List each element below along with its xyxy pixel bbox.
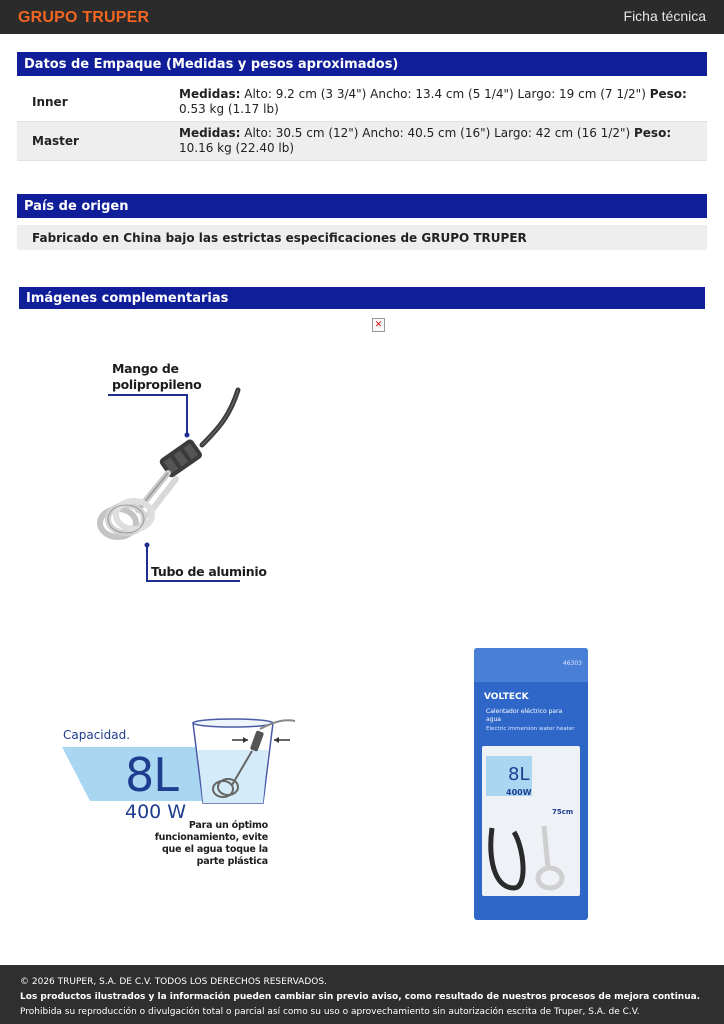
brand-logo: GRUPO TRUPER (18, 9, 150, 26)
packaging-section-header: Datos de Empaque (Medidas y pesos aproximados) (17, 52, 707, 76)
measures-label: Medidas: (179, 126, 241, 140)
images-section-header: Imágenes complementarias (19, 287, 705, 309)
row-value (179, 122, 707, 161)
power-value: 400 W (125, 801, 187, 823)
footer-legal: Prohibida su reproducción o divulgación total o parcial así como su uso o aprovechamiento sin autorización escrita de Truper, S.A. de C.V. (20, 1007, 640, 1017)
usage-note: Para un óptimo funcionamiento, evite que el agua toque la parte plástica (154, 820, 268, 867)
packaging-table (17, 83, 707, 161)
row-label: Master (17, 122, 179, 161)
weight-value: 0.53 kg (1.17 lb) (179, 102, 279, 116)
origin-section-header: País de origen (17, 194, 707, 218)
measures-value: Alto: 30.5 cm (12") Ancho: 40.5 cm (16") Largo: 42 cm (16 1/2") (244, 126, 631, 140)
measures-label: Medidas: (179, 87, 241, 101)
capacity-value: 8L (125, 748, 178, 802)
package-subtitle: Electric immersion water heater (486, 726, 575, 732)
weight-label: Peso: (634, 126, 672, 140)
package-power: 400W (506, 788, 532, 797)
measures-value: Alto: 9.2 cm (3 3/4") Ancho: 13.4 cm (5 1/4") Largo: 19 cm (7 1/2") (244, 87, 646, 101)
row-label: Inner (17, 83, 179, 122)
origin-text: Fabricado en China bajo las estrictas especificaciones de GRUPO TRUPER (17, 225, 707, 250)
broken-image-icon: ✕ (372, 318, 385, 332)
package-title: Calentador eléctrico para agua (486, 708, 563, 723)
row-value (179, 83, 707, 122)
footer-notice: Los productos ilustrados y la información pueden cambiar sin previo aviso, como resultado de nuestros procesos de mejora continua. (20, 992, 701, 1002)
package-image (474, 648, 588, 920)
tube-callout-label: Tubo de aluminio (151, 564, 267, 579)
footer (0, 965, 724, 1024)
table-row (17, 83, 707, 122)
package-heater-graphic (484, 818, 578, 898)
capacity-label: Capacidad. (63, 728, 131, 742)
handle-callout-label: Mango de polipropileno (112, 361, 202, 392)
package-code: 46303 (562, 660, 582, 667)
package-brand: VOLTECK (484, 692, 529, 702)
top-bar (0, 0, 724, 34)
package-cable: 75cm (552, 808, 574, 816)
table-row (17, 122, 707, 161)
weight-value: 10.16 kg (22.40 lb) (179, 141, 295, 155)
weight-label: Peso: (649, 87, 687, 101)
footer-copyright: © 2026 TRUPER, S.A. DE C.V. TODOS LOS DERECHOS RESERVADOS. (20, 977, 327, 987)
document-type-label: Ficha técnica (623, 8, 706, 24)
package-capacity: 8L (508, 764, 530, 785)
